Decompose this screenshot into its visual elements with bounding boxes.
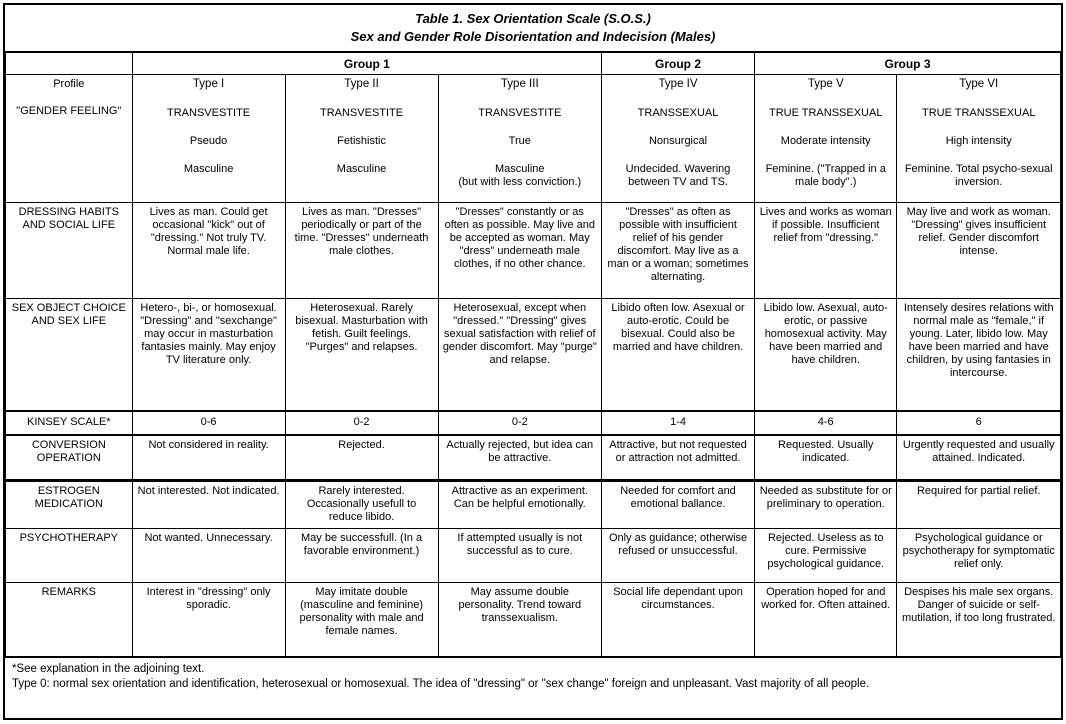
group1-header: Group 1 [132, 53, 601, 75]
profile-feeling: Feminine. ("Trapped in a male body".) [765, 163, 886, 189]
footnote-line2: Type 0: normal sex orientation and identification, heterosexual or homosexual. The idea of "dressing" or "sex change" foreign and unpleasant. Vast majority of all people. [12, 678, 870, 691]
footnote-line1: *See explanation in the adjoining text. [12, 663, 205, 676]
profile-name: TRUE TRANSSEXUAL [921, 107, 1036, 120]
psychotherapy-row [6, 529, 1061, 583]
profile-subtype: Moderate intensity [780, 135, 871, 148]
sos-table [5, 52, 1061, 657]
kinsey-value: 6 [897, 411, 1061, 435]
document-page [3, 3, 1063, 720]
table-title-line1: Table 1. Sex Orientation Scale (S.O.S.) [415, 11, 651, 26]
table-cell: Rejected. [285, 435, 438, 481]
type-header: Type VI [959, 78, 999, 91]
profile-cell-type2 [285, 75, 438, 203]
profile-feeling: Masculine [336, 163, 387, 176]
table-title [5, 5, 1061, 52]
table-cell: Lives as man. "Dresses" periodically or part of the time. "Dresses" underneath male clothes. [285, 203, 438, 299]
table-cell: Actually rejected, but idea can be attractive. [438, 435, 602, 481]
profile-cell-type1 [132, 75, 285, 203]
group3-header: Group 3 [755, 53, 1061, 75]
table-cell: "Dresses" constantly or as often as possible. May live and be accepted as woman. May "dress" underneath male clothes, if no other chance. [438, 203, 602, 299]
profile-name: TRANSVESTITE [167, 107, 251, 120]
table-cell: Operation hoped for and worked for. Often attained. [755, 583, 897, 657]
table-cell: Libido often low. Asexual or auto-erotic. Could be bisexual. Could also be married and have children. [602, 299, 755, 411]
table-cell: Heterosexual. Rarely bisexual. Masturbation with fetish. Guilt feelings. "Purges" and relapses. [285, 299, 438, 411]
table-cell: Lives as man. Could get occasional "kick" out of "dressing." Not truly TV. Normal male life. [132, 203, 285, 299]
gender-feeling-label: "GENDER FEELING" [16, 105, 122, 118]
profile-subtype: True [508, 135, 531, 148]
kinsey-value: 0-2 [285, 411, 438, 435]
table-cell: Not wanted. Unnecessary. [132, 529, 285, 583]
table-cell: May live and work as woman. "Dressing" gives insufficient relief. Gender discomfort intense. [897, 203, 1061, 299]
profile-cell-type6 [897, 75, 1061, 203]
table-cell: Heterosexual, except when "dressed." "Dressing" gives sexual satisfaction with relief of gender discomfort. May "purge" and relapse. [438, 299, 602, 411]
profile-name: TRUE TRANSSEXUAL [768, 107, 883, 120]
table-cell: May be successfull. (In a favorable environment.) [285, 529, 438, 583]
profile-name: TRANSVESTITE [478, 107, 562, 120]
table-cell: Psychological guidance or psychotherapy for symptomatic relief only. [897, 529, 1061, 583]
profile-name: TRANSVESTITE [319, 107, 404, 120]
table-cell: Not interested. Not indicated. [132, 481, 285, 529]
table-cell: Attractive, but not requested or attraction not admitted. [602, 435, 755, 481]
type-header: Type II [344, 78, 379, 91]
profile-cell-type5 [755, 75, 897, 203]
row-label: ESTROGEN MEDICATION [6, 481, 133, 529]
footnotes [5, 657, 1061, 696]
table-cell: Required for partial relief. [897, 481, 1061, 529]
profile-subtype: Nonsurgical [648, 135, 708, 148]
kinsey-scale-row [6, 411, 1061, 435]
row-label: DRESSING HABITS AND SOCIAL LIFE [6, 203, 133, 299]
kinsey-value: 4-6 [755, 411, 897, 435]
table-cell: Hetero-, bi-, or homosexual. "Dressing" and "sexchange" may occur in masturbation fantasies mainly. May enjoy TV literature only. [132, 299, 285, 411]
profile-cell-type3 [438, 75, 602, 203]
type-header: Type V [807, 78, 844, 91]
profile-subtype: Pseudo [189, 135, 228, 148]
table-cell: "Dresses" as often as possible with insufficient relief of his gender discomfort. May live as a man or a woman; sometimes alternating. [602, 203, 755, 299]
table-cell: Requested. Usually indicated. [755, 435, 897, 481]
type-header: Type IV [658, 78, 698, 91]
table-cell: Rejected. Useless as to cure. Permissive psychological guidance. [755, 529, 897, 583]
row-label: KINSEY SCALE* [6, 411, 133, 435]
row-label: REMARKS [6, 583, 133, 657]
type-header: Type I [192, 78, 225, 91]
sex-object-row [6, 299, 1061, 411]
table-cell: Lives and works as woman if possible. Insufficient relief from "dressing." [755, 203, 897, 299]
profile-cell-type4 [602, 75, 755, 203]
profile-label: Profile [53, 78, 85, 91]
table-cell: Despises his male sex organs. Danger of suicide or self-mutilation, if too long frustrated. [897, 583, 1061, 657]
group2-header: Group 2 [602, 53, 755, 75]
profile-name: TRANSSEXUAL [637, 107, 719, 120]
kinsey-value: 1-4 [602, 411, 755, 435]
table-cell: Interest in "dressing" only sporadic. [132, 583, 285, 657]
profile-feeling: Masculine [183, 163, 234, 176]
kinsey-value: 0-6 [132, 411, 285, 435]
type-header: Type III [500, 78, 539, 91]
table-cell: Only as guidance; otherwise refused or unsuccessful. [602, 529, 755, 583]
group-header-spacer [6, 53, 133, 75]
table-cell: Rarely interested. Occasionally usefull to reduce libido. [285, 481, 438, 529]
conversion-operation-row [6, 435, 1061, 481]
table-cell: May imitate double (masculine and feminine) personality with male and female names. [285, 583, 438, 657]
profile-feeling: Feminine. Total psycho-sexual inversion. [904, 163, 1053, 189]
table-cell: May assume double personality. Trend toward transsexualism. [438, 583, 602, 657]
dressing-habits-row [6, 203, 1061, 299]
profile-row [6, 75, 1061, 203]
table-cell: Needed as substitute for or preliminary to operation. [755, 481, 897, 529]
profile-subtype: High intensity [945, 135, 1012, 148]
table-cell: If attempted usually is not successful as to cure. [438, 529, 602, 583]
table-cell: Libido low. Asexual, auto-erotic, or passive homosexual activity. May have been married and have children. [755, 299, 897, 411]
table-cell: Attractive as an experiment. Can be helpful emotionally. [438, 481, 602, 529]
remarks-row [6, 583, 1061, 657]
kinsey-value: 0-2 [438, 411, 602, 435]
row-label: CONVERSION OPERATION [6, 435, 133, 481]
profile-feeling: Masculine (but with less conviction.) [458, 163, 582, 189]
table-title-line2: Sex and Gender Role Disorientation and Indecision (Males) [350, 28, 716, 44]
group-header-row [6, 53, 1061, 75]
profile-feeling: Undecided. Wavering between TV and TS. [625, 163, 731, 189]
estrogen-medication-row [6, 481, 1061, 529]
table-cell: Not considered in reality. [132, 435, 285, 481]
row-label: PSYCHOTHERAPY [6, 529, 133, 583]
profile-subtype: Fetishistic [337, 135, 386, 148]
table-cell: Social life dependant upon circumstances. [602, 583, 755, 657]
row-label: SEX OBJECT CHOICE AND SEX LIFE [6, 299, 133, 411]
table-cell: Needed for comfort and emotional ballance. [602, 481, 755, 529]
profile-row-label [6, 75, 133, 203]
table-cell: Urgently requested and usually attained. Indicated. [897, 435, 1061, 481]
table-cell: Intensely desires relations with normal male as "female," if young. Later, libido low. May have been married and have children, by using fantasies in intercourse. [897, 299, 1061, 411]
